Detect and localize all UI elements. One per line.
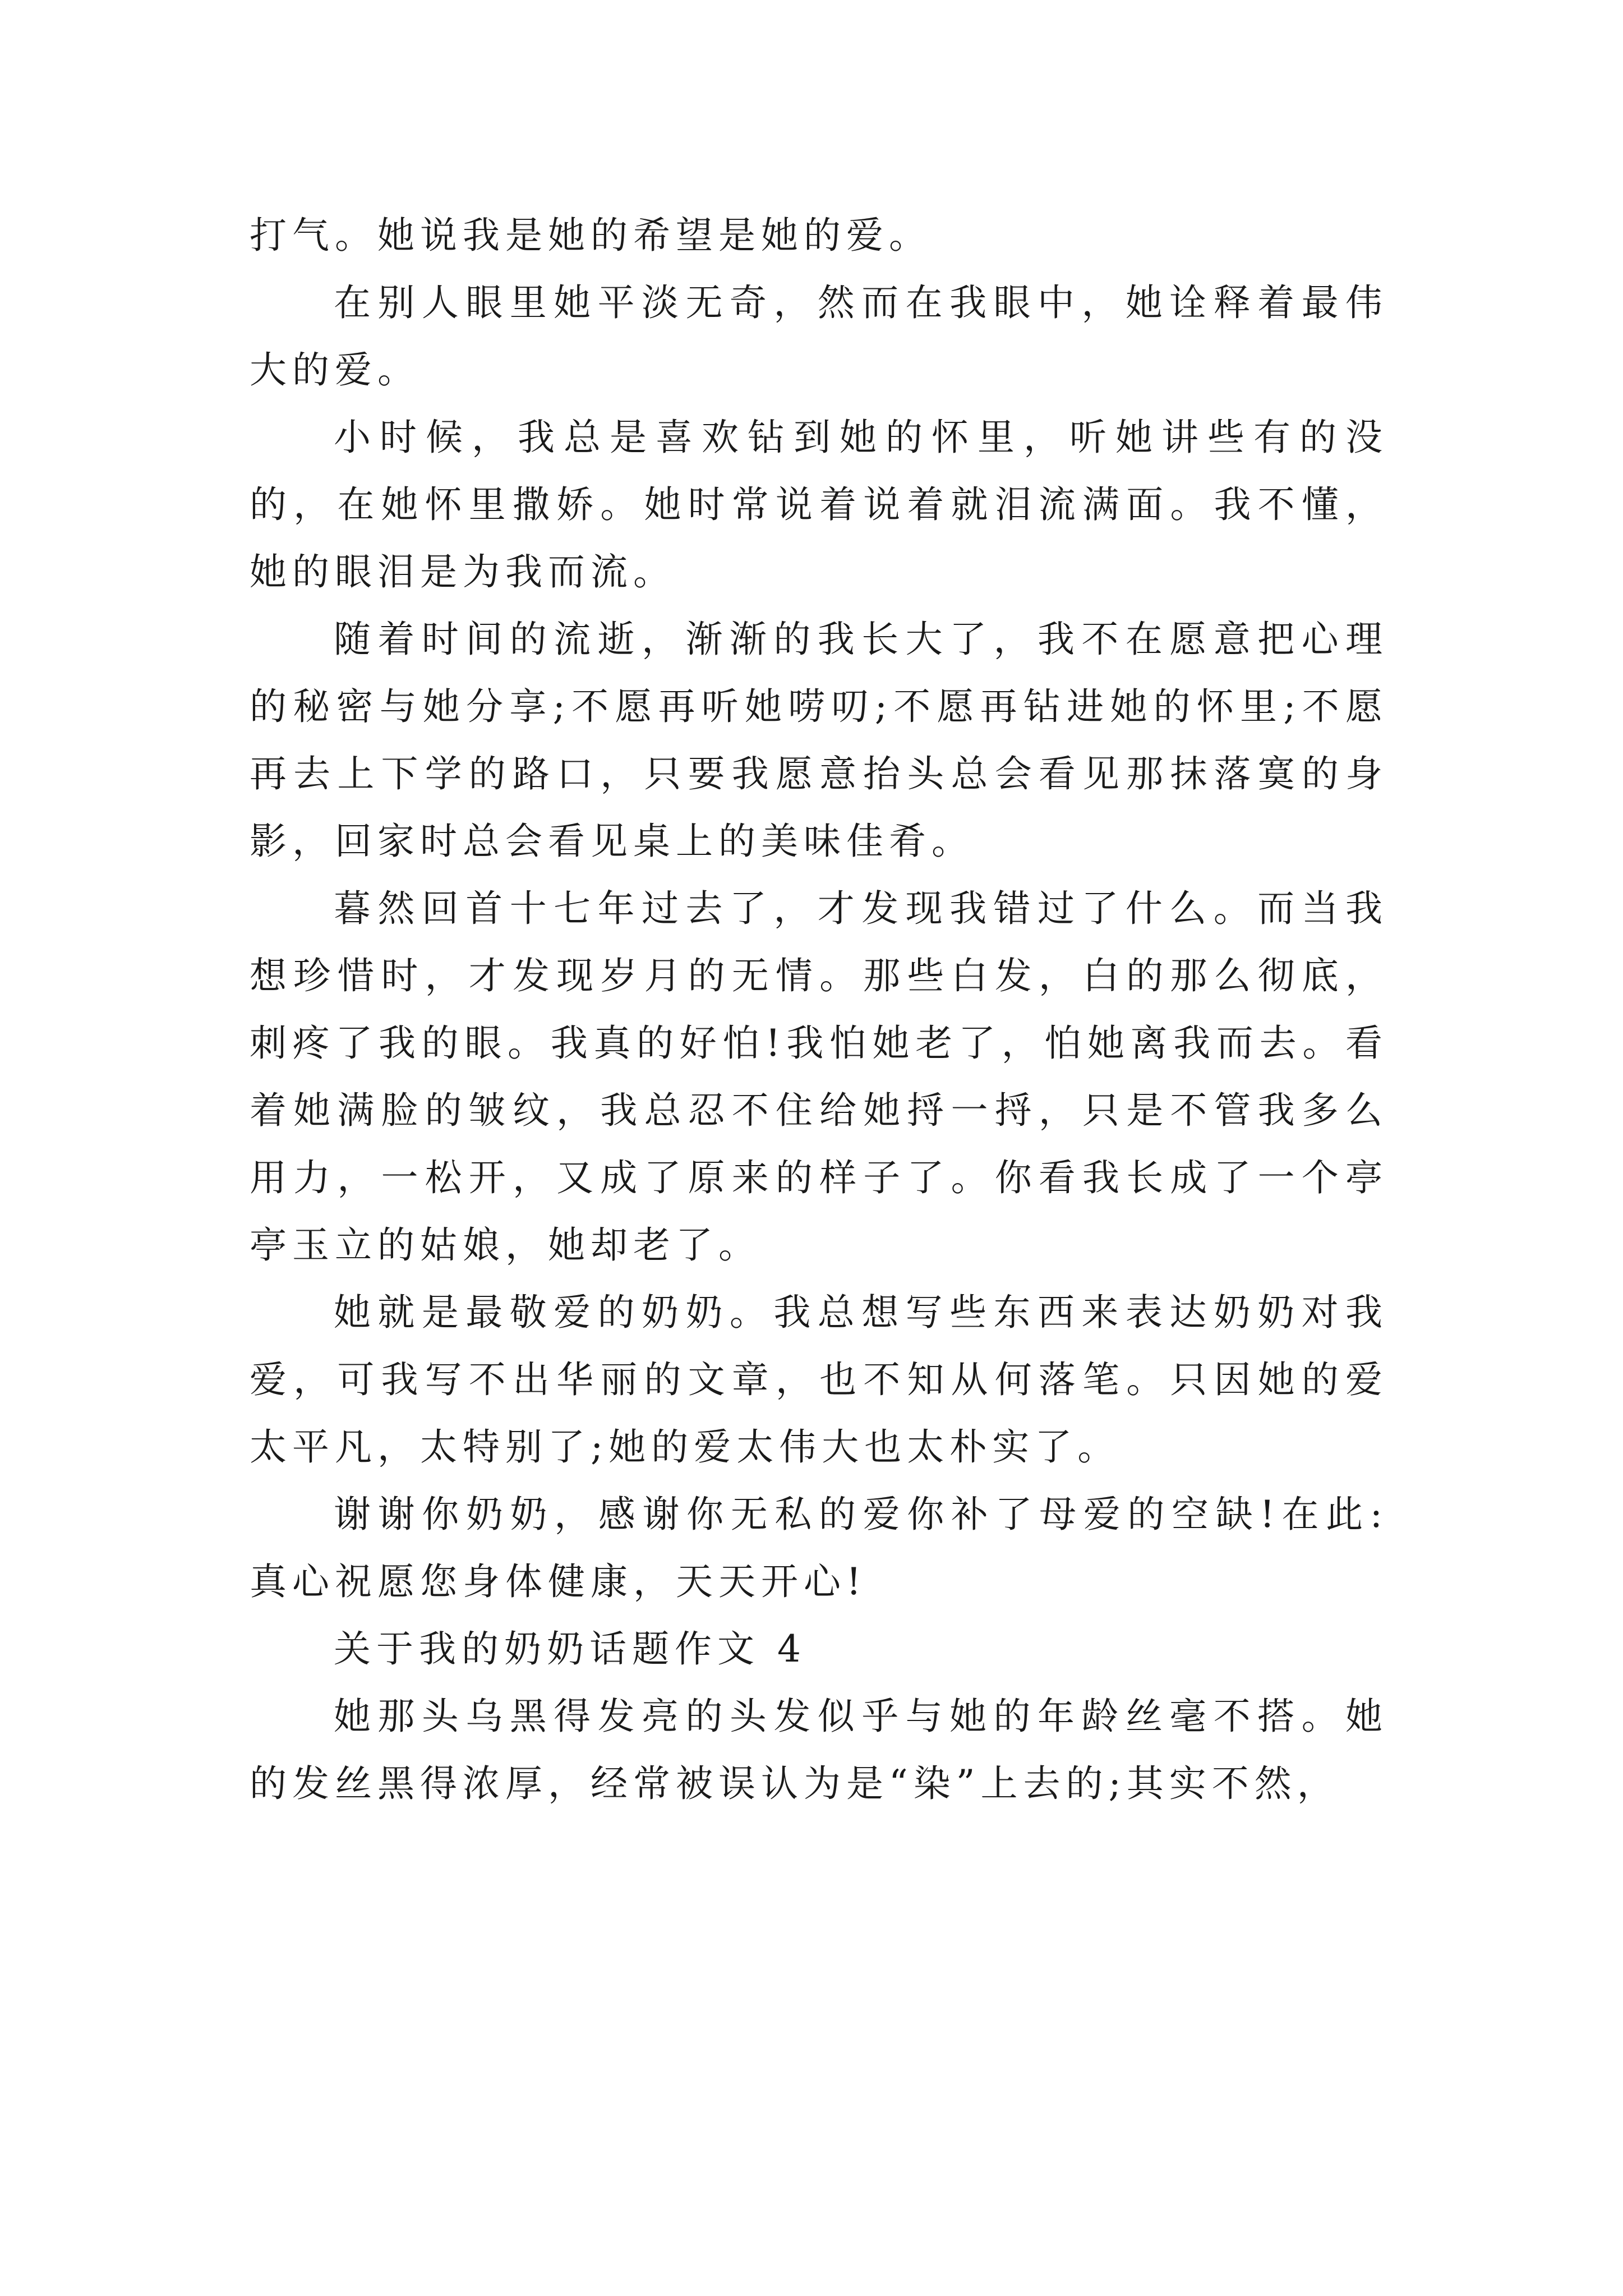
section-heading: 关于我的奶奶话题作文 4 xyxy=(334,1627,806,1671)
paragraph-7: 谢谢你奶奶，感谢你无私的爱你补了母爱的空缺!在此:真心祝愿您身体健康，天天开心! xyxy=(250,1493,1388,1603)
paragraph-8: 她那头乌黑得发亮的头发似乎与她的年龄丝毫不搭。她的发丝黑得浓厚，经常被误认为是“染”上去的;其实不然， xyxy=(250,1695,1388,1805)
paragraph-4: 随着时间的流逝，渐渐的我长大了，我不在愿意把心理的秘密与她分享;不愿再听她唠叨;不愿再钻进她的怀里;不愿再去上下学的路口，只要我愿意抬头总会看见那抹落寞的身影，回家时总会看见桌上的美味佳肴。 xyxy=(250,618,1388,863)
article-body xyxy=(250,202,1388,1818)
paragraph-continuation: 打气。她说我是她的希望是她的爱。 xyxy=(250,214,932,257)
paragraph-6: 她就是最敬爱的奶奶。我总想写些东西来表达奶奶对我爱，可我写不出华丽的文章，也不知从何落笔。只因她的爱太平凡，太特别了;她的爱太伟大也太朴实了。 xyxy=(250,1291,1388,1469)
paragraph-2: 在别人眼里她平淡无奇，然而在我眼中，她诠释着最伟大的爱。 xyxy=(250,281,1388,392)
paragraph-5: 暮然回首十七年过去了，才发现我错过了什么。而当我想珍惜时，才发现岁月的无情。那些白发，白的那么彻底，刺疼了我的眼。我真的好怕!我怕她老了，怕她离我而去。看着她满脸的皱纹，我总忍不住给她捋一捋，只是不管我多么用力，一松开，又成了原来的样子了。你看我长成了一个亭亭玉立的姑娘，她却老了。 xyxy=(250,887,1388,1267)
paragraph-3: 小时候，我总是喜欢钻到她的怀里，听她讲些有的没的，在她怀里撒娇。她时常说着说着就泪流满面。我不懂，她的眼泪是为我而流。 xyxy=(250,416,1388,593)
